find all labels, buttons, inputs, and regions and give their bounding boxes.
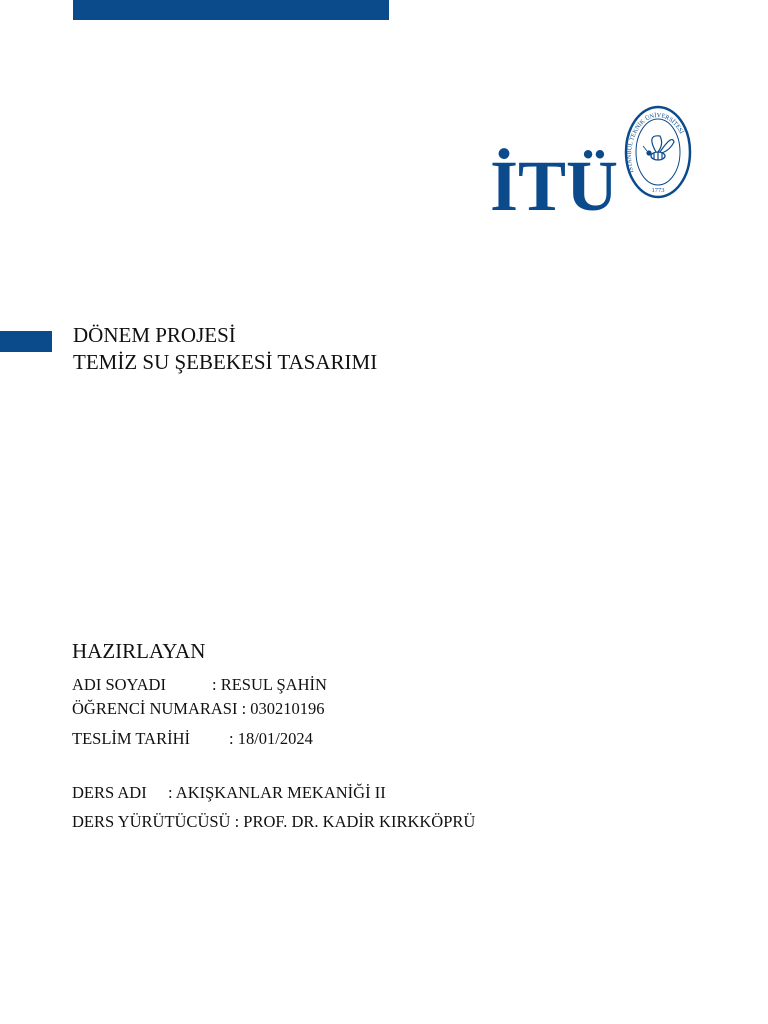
- course-instructor-row: [72, 812, 475, 832]
- submission-date-row: [72, 729, 313, 749]
- svg-text:İSTANBUL TEKNİK ÜNİVERSİTESİ: İSTANBUL TEKNİK ÜNİVERSİTESİ: [625, 112, 685, 174]
- side-accent-mark: [0, 331, 52, 352]
- project-title: TEMİZ SU ŞEBEKESİ TASARIMI: [73, 350, 378, 374]
- student-name-value: : RESUL ŞAHİN: [212, 675, 327, 694]
- student-number-row: [72, 699, 325, 719]
- prepared-by-heading: HAZIRLAYAN: [72, 639, 206, 663]
- submission-date-label: TESLİM TARİHİ: [72, 729, 190, 748]
- svg-text:1773: 1773: [651, 187, 665, 194]
- student-name-row: [72, 675, 327, 695]
- logo-wordmark: İTÜ: [490, 146, 619, 214]
- university-seal-icon: [626, 107, 690, 197]
- submission-date-value: : 18/01/2024: [229, 729, 313, 748]
- project-title-block: [73, 322, 377, 376]
- project-type: DÖNEM PROJESİ: [73, 323, 236, 347]
- student-number-value: : 030210196: [241, 699, 325, 718]
- course-instructor-value: : PROF. DR. KADİR KIRKKÖPRÜ: [234, 812, 476, 831]
- course-instructor-label: DERS YÜRÜTÜCÜSÜ: [72, 812, 231, 831]
- course-name-row: [72, 783, 386, 803]
- course-name-label: DERS ADI: [72, 783, 147, 802]
- course-name-value: : AKIŞKANLAR MEKANİĞİ II: [168, 783, 386, 802]
- itu-logo: [488, 102, 694, 214]
- student-name-label: ADI SOYADI: [72, 675, 166, 694]
- student-number-label: ÖĞRENCİ NUMARASI: [72, 699, 238, 718]
- top-accent-bar: [73, 0, 389, 20]
